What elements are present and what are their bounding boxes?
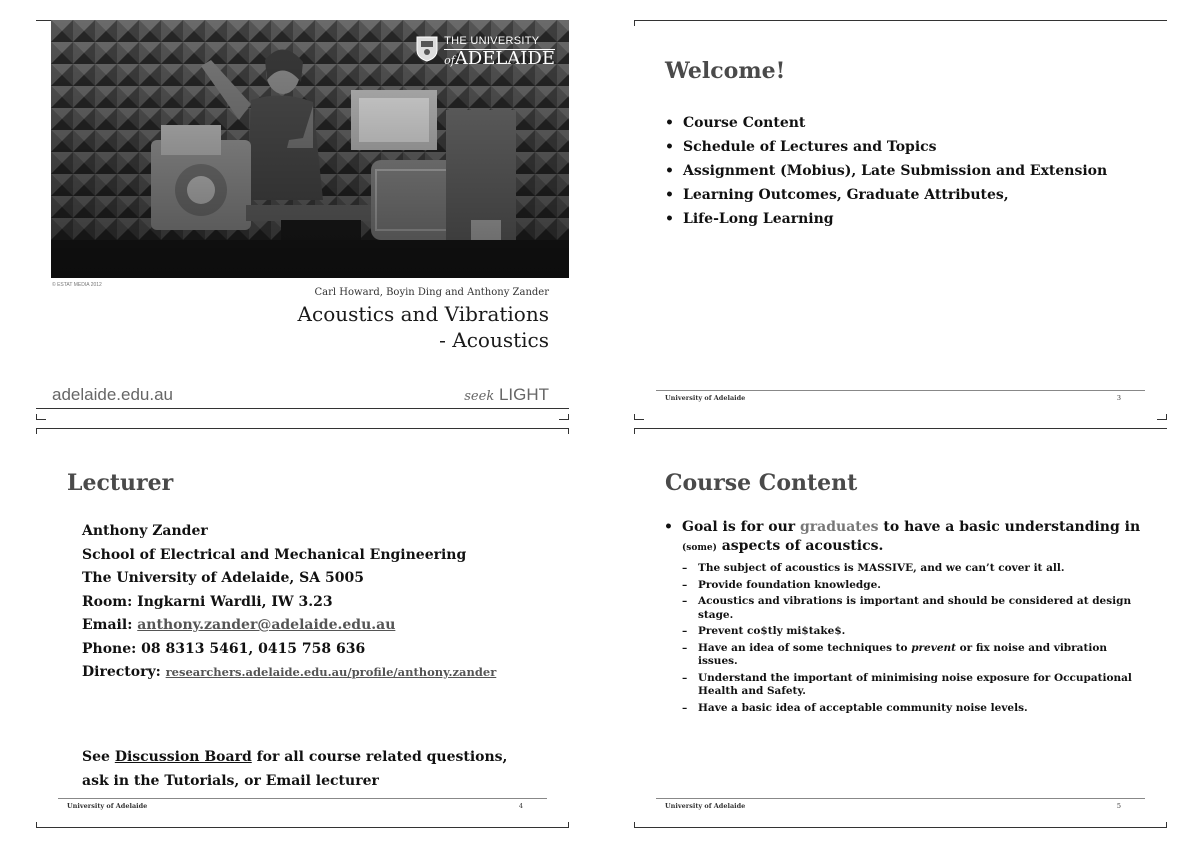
sub-bullet-list xyxy=(664,562,1144,715)
goal-highlight: graduates xyxy=(800,519,879,535)
slide-title-line2: - Acoustics xyxy=(439,328,549,352)
slide-heading: Lecturer xyxy=(67,470,174,496)
tagline-light: LIGHT xyxy=(498,385,549,404)
logo-adelaide-text: ADELAIDE xyxy=(454,48,555,69)
directory-label: Directory: xyxy=(82,664,166,680)
photo-credit: © ESTAT MEDIA 2012 xyxy=(52,282,102,288)
slide-title-line1: Acoustics and Vibrations xyxy=(297,302,549,326)
crop-mark xyxy=(559,822,569,828)
lecturer-phone: Phone: 08 8313 5461, 0415 758 636 xyxy=(82,640,366,657)
slide-welcome xyxy=(634,20,1167,420)
university-logo xyxy=(416,36,555,68)
logo-university-text: THE UNIVERSITY xyxy=(444,36,555,50)
lab-photo xyxy=(51,20,569,278)
list-item: • Learning Outcomes, Graduate Attributes, xyxy=(665,183,1107,207)
course-content-list xyxy=(664,518,1144,718)
prevent-post: or fix noise and vibration issues. xyxy=(698,641,1107,667)
crop-mark xyxy=(36,428,46,434)
sub-item: – The subject of acoustics is MASSIVE, and we can’t cover it all. xyxy=(682,562,1144,576)
footer-divider xyxy=(58,798,547,799)
sub-item: – Have a basic idea of acceptable community noise levels. xyxy=(682,702,1144,716)
slide-top-border xyxy=(36,428,569,429)
lecturer-details xyxy=(82,520,496,685)
footer-divider xyxy=(656,798,1145,799)
slide-heading: Welcome! xyxy=(665,58,786,84)
discussion-line2: ask in the Tutorials, or Email lecturer xyxy=(82,772,379,789)
sub-item: – Provide foundation knowledge. xyxy=(682,579,1144,593)
lecturer-directory-row xyxy=(82,661,496,685)
sub-item: – Understand the important of minimising noise exposure for Occupational Health and Safety. xyxy=(682,672,1144,699)
prevent-pre: Have an idea of some techniques to xyxy=(698,641,912,654)
footer-tagline xyxy=(464,385,549,405)
page-number: 3 xyxy=(1116,394,1121,402)
lecturer-email-row xyxy=(82,614,496,638)
email-link[interactable]: anthony.zander@adelaide.edu.au xyxy=(137,617,396,633)
goal-post: to have a basic understanding in xyxy=(878,519,1141,535)
footer-divider xyxy=(656,390,1145,391)
crop-mark xyxy=(1157,414,1167,420)
lecturer-school: School of Electrical and Mechanical Engineering xyxy=(82,546,467,563)
authors: Carl Howard, Boyin Ding and Anthony Zander xyxy=(314,287,549,298)
crop-mark xyxy=(634,428,644,434)
lecturer-name: Anthony Zander xyxy=(82,523,208,539)
discussion-rest: for all course related questions, xyxy=(251,749,508,765)
goal-pre: Goal is for our xyxy=(682,519,801,535)
list-item: • Course Content xyxy=(665,111,1107,135)
tagline-seek: seek xyxy=(464,389,495,404)
crop-mark xyxy=(1157,822,1167,828)
logo-of-text: of xyxy=(444,54,455,67)
footer-institution: University of Adelaide xyxy=(67,802,148,810)
crop-mark xyxy=(559,414,569,420)
directory-link[interactable]: researchers.adelaide.edu.au/profile/anthony.zander xyxy=(165,665,497,679)
slide-heading: Course Content xyxy=(665,470,858,496)
slide-title xyxy=(36,20,569,420)
footer-url: adelaide.edu.au xyxy=(52,385,174,404)
goal-small: (some) xyxy=(682,543,717,553)
footer-institution: University of Adelaide xyxy=(665,802,746,810)
slide-bottom-border xyxy=(36,827,569,828)
footer-institution: University of Adelaide xyxy=(665,394,746,402)
prevent-em: prevent xyxy=(911,641,957,654)
email-label: Email: xyxy=(82,617,138,633)
lecturer-university: The University of Adelaide, SA 5005 xyxy=(82,570,364,586)
slide-top-border xyxy=(634,428,1167,429)
discussion-note xyxy=(82,746,507,793)
goal-bullet xyxy=(664,518,1144,558)
sub-item-prevent xyxy=(682,642,1144,669)
bullet-list xyxy=(665,111,1107,231)
sub-item: – Prevent co$tly mi$take$. xyxy=(682,625,1144,639)
crop-mark xyxy=(634,414,644,420)
slide-bottom-border xyxy=(36,408,569,409)
slide-bottom-border xyxy=(634,827,1167,828)
list-item: • Assignment (Mobius), Late Submission and Extension xyxy=(665,159,1107,183)
goal-end: aspects of acoustics. xyxy=(716,538,884,554)
crop-mark xyxy=(634,822,644,828)
slide-lecturer xyxy=(36,428,569,828)
page-number: 5 xyxy=(1116,802,1121,810)
page-number: 4 xyxy=(518,802,523,810)
discussion-board-link[interactable]: Discussion Board xyxy=(114,749,252,765)
crop-mark xyxy=(36,414,46,420)
crop-mark xyxy=(559,428,569,434)
crop-mark xyxy=(36,822,46,828)
see-text: See xyxy=(82,749,115,765)
lecturer-room: Room: Ingkarni Wardli, IW 3.23 xyxy=(82,593,333,610)
list-item: • Schedule of Lectures and Topics xyxy=(665,135,1107,159)
slide-course-content xyxy=(634,428,1167,828)
crest-icon xyxy=(416,36,438,62)
list-item: • Life-Long Learning xyxy=(665,207,1107,231)
sub-item: – Acoustics and vibrations is important and should be considered at design stage. xyxy=(682,595,1144,622)
slide-top-border xyxy=(634,20,1167,21)
